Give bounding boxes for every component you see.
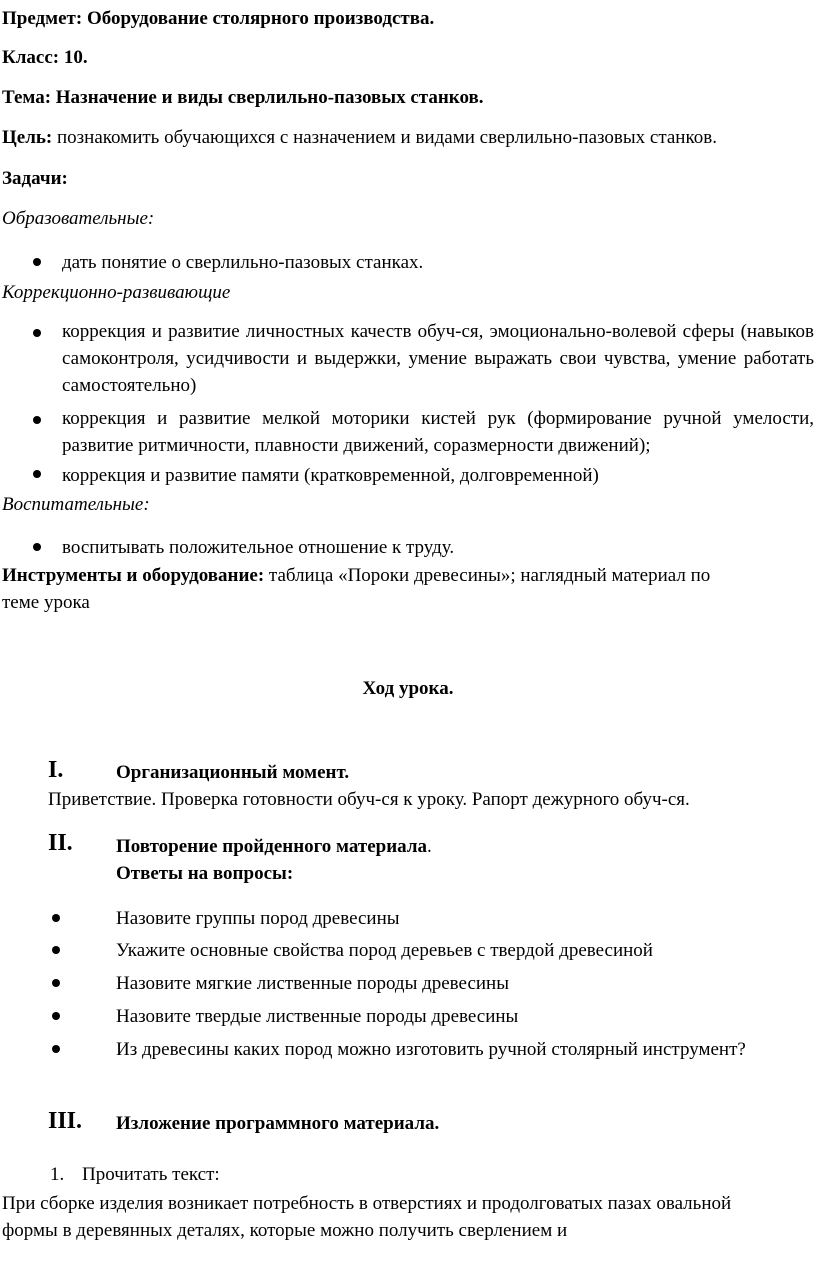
question-item: Укажите основные свойства пород деревьев с твердой древесиной [116,940,653,961]
topic-value: Назначение и виды сверлильно-пазовых станков. [55,87,484,108]
topic-label: Тема: [2,87,52,108]
step-number: 1. [50,1164,65,1185]
section-title: Организационный момент. [116,762,350,783]
bullet-icon [33,543,41,551]
section-numeral: III. [48,1108,83,1134]
bullet-icon [33,329,41,337]
correctional-title: Коррекционно-развивающие [2,282,231,303]
bullet-icon [33,470,41,478]
section-title: Изложение программного материала. [116,1113,440,1134]
equipment-line [2,565,710,587]
equipment-continuation: теме урока [2,592,90,613]
tasks-label: Задачи: [2,168,68,189]
bullet-icon [52,979,60,987]
bullet-icon [52,1012,60,1020]
body-text-line: При сборке изделия возникает потребность в отверстиях и продолговатых пазах овальной [2,1193,732,1214]
body-text-line: формы в деревянных деталях, которые можно получить сверлением и [2,1220,568,1241]
section-title-line [116,836,432,858]
equipment-label: Инструменты и оборудование: [2,565,265,586]
section-title: Повторение пройденного материала [116,836,427,857]
subject-label: Предмет: [2,8,83,29]
class-value: 10. [63,47,88,68]
subject-line [2,8,434,30]
class-label: Класс: [2,47,60,68]
bullet-icon [52,914,60,922]
equipment-value: таблица «Пороки древесины»; наглядный материал по [268,565,711,586]
bullet-icon [33,416,41,424]
goal-value: познакомить обучающихся с назначением и видами сверлильно-пазовых станков. [57,127,717,148]
question-item: Назовите мягкие лиственные породы древесины [116,973,509,994]
correctional-item: коррекция и развитие памяти (кратковременной, долговременной) [62,465,599,486]
class-line [2,47,88,69]
section-text: Приветствие. Проверка готовности обуч-ся к уроку. Рапорт дежурного обуч-ся. [48,789,690,810]
bullet-icon [52,946,60,954]
step-text: Прочитать текст: [82,1164,220,1185]
goal-line [2,127,717,149]
section-numeral: II. [48,830,73,856]
section-title-tail: . [427,836,432,857]
question-item: Из древесины каких пород можно изготовить ручной столярный инструмент? [116,1039,746,1060]
section-numeral: I. [48,757,64,783]
upbringing-item: воспитывать положительное отношение к труду. [62,537,455,558]
question-item: Назовите твердые лиственные породы древесины [116,1006,519,1027]
educational-title: Образовательные: [2,208,155,229]
correctional-item: коррекция и развитие мелкой моторики кистей рук (формирование ручной умелости, развитие ритмичности, плавности движений, соразмерности движений); [62,408,814,456]
subject-value: Оборудование столярного производства. [86,8,435,29]
topic-line [2,87,484,109]
goal-label: Цель: [2,127,53,148]
correctional-item: коррекция и развитие личностных качеств обуч-ся, эмоционально-волевой сферы (навыков самоконтроля, усидчивости и выдержки, умение выражать свои чувства, умение работать самостоятельно) [62,321,814,396]
educational-item: дать понятие о сверлильно-пазовых станках. [62,252,424,273]
lesson-title: Ход урока. [362,678,454,699]
question-item: Назовите группы пород древесины [116,908,400,929]
bullet-icon [33,258,41,266]
upbringing-title: Воспитательные: [2,494,150,515]
bullet-icon [52,1045,60,1053]
section-subtitle: Ответы на вопросы: [116,863,294,884]
